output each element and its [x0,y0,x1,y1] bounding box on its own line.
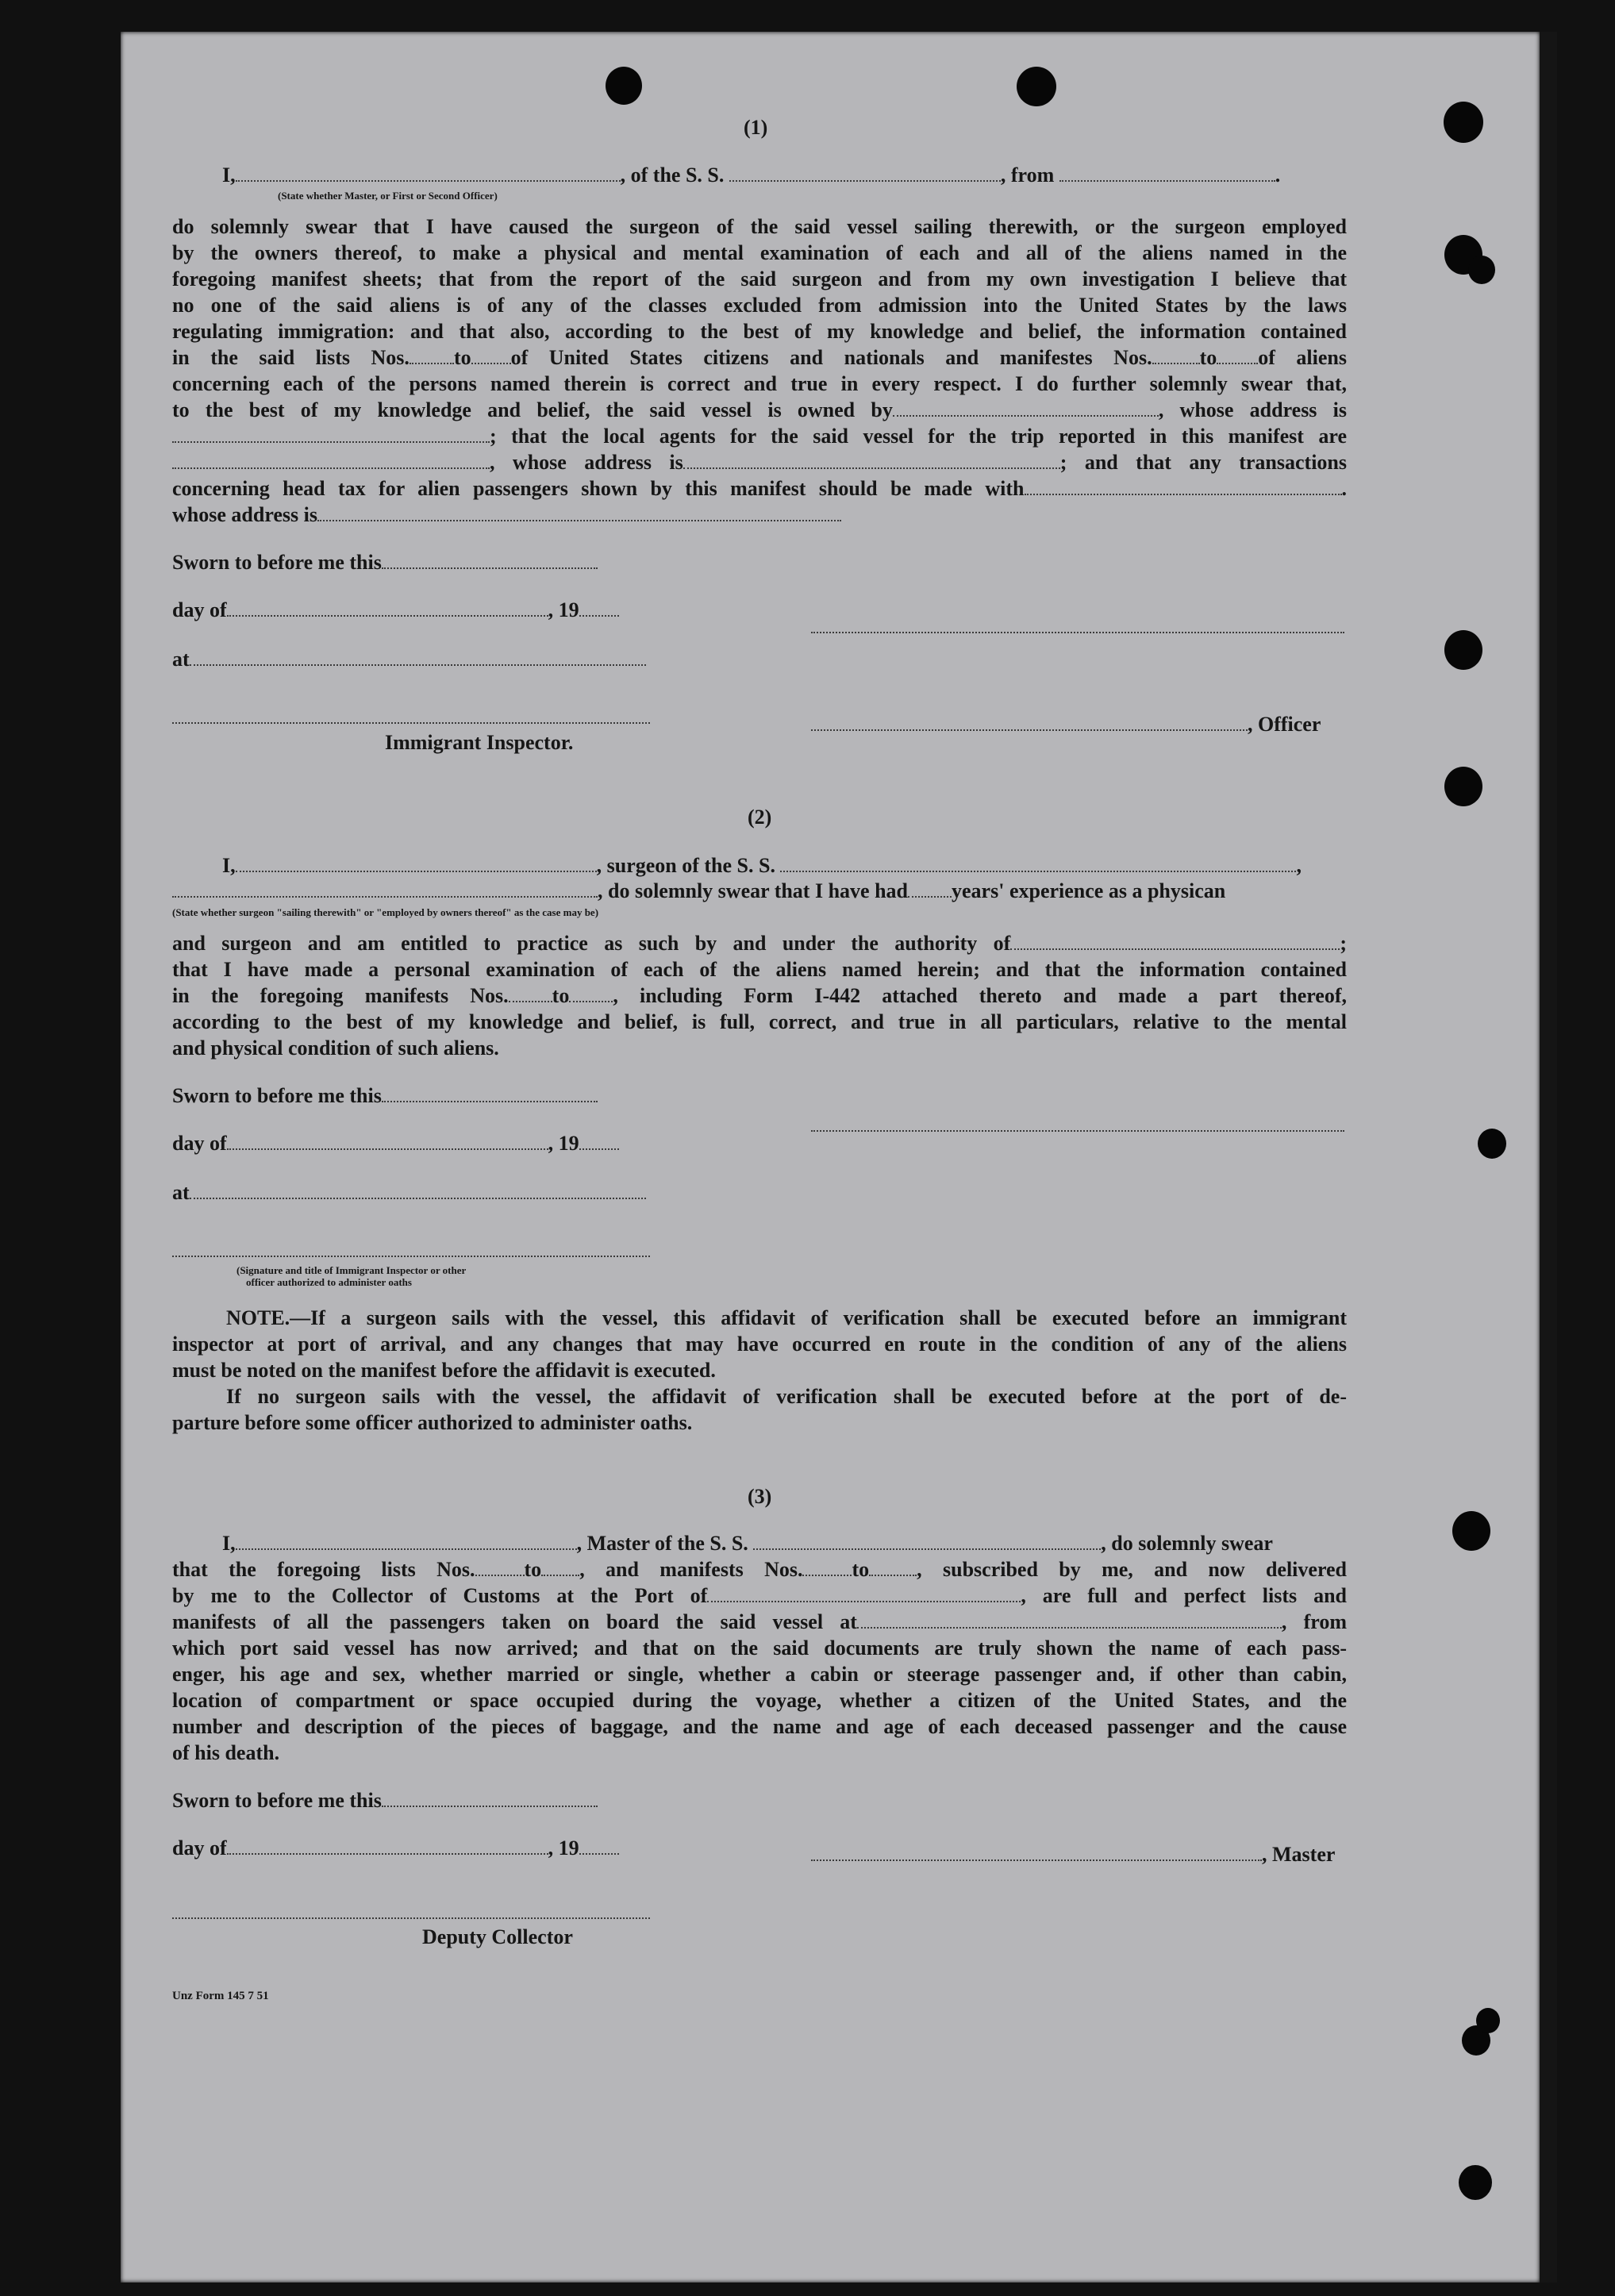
body-line: do solemnly swear that I have caused the surgeon of the said vessel sailing therewith, or the surgeon employed [172,215,1347,238]
punch-hole-right-7b [1476,2008,1500,2033]
day-of-line: day of , 19 [172,1133,619,1154]
punch-hole-right-1 [1444,102,1483,143]
day-of-line: day of , 19 [172,600,619,621]
body-line: by me to the Collector of Customs at the Port of , are full and perfect lists and [172,1584,1348,1607]
at-line: at [172,649,646,670]
body-line: number and description of the pieces of baggage, and the name and age of each deceased passenger and the cause [172,1715,1347,1738]
section-number: (3) [748,1485,772,1508]
oath-line: , do solemnly swear that I have had years' experience as a physican [172,881,1225,902]
sworn-line: Sworn to before me this [172,1790,598,1811]
oath-line: I, , surgeon of the S. S. , [222,854,1302,877]
note-line: must be noted on the manifest before the affidavit is executed. [172,1359,716,1382]
inspector-label: Immigrant Inspector. [385,731,574,754]
form-sheet [121,32,1540,2283]
body-line: no one of the said aliens is of any of the classes excluded from admission into the United States by the laws [172,294,1347,317]
body-line: according to the best of my knowledge and belief, is full, correct, and true in all particulars, relative to the mental [172,1010,1347,1033]
section-number: (2) [748,806,772,829]
at-line: at [172,1183,646,1203]
field-caption: officer authorized to administer oaths [246,1276,412,1288]
collector-signature-line [172,1917,650,1919]
day-of-line: day of , 19 [172,1838,619,1859]
body-line: that I have made a personal examination of each of the aliens named herein; and that the information contained [172,958,1347,981]
body-line: ; that the local agents for the said vessel for the trip reported in this manifest are [172,426,1347,447]
oath-line: I, , Master of the S. S. , do solemnly swear [222,1532,1273,1555]
punch-hole-right-6 [1452,1511,1490,1551]
note-line: If no surgeon sails with the vessel, the affidavit of verification shall be executed before at the port of de- [226,1385,1347,1408]
officer-line: , Officer [811,714,1321,735]
field-caption: (State whether surgeon "sailing therewith" or "employed by owners thereof" as the case may be) [172,906,599,918]
body-line: in the foregoing manifests Nos. to , including Form I-442 attached thereto and made a part thereof, [172,984,1347,1007]
inspector-signature-line [172,722,650,724]
section-number: (1) [744,116,768,139]
body-line: of his death. [172,1741,280,1764]
sworn-line: Sworn to before me this [172,1086,598,1106]
punch-hole-right-5 [1478,1129,1506,1159]
scan-edge [1540,32,1557,2283]
body-line: that the foregoing lists Nos. to , and manifests Nos. to , subscribed by me, and now delivered [172,1558,1348,1581]
signature-line [811,632,1344,633]
signature-line [811,1130,1344,1132]
punch-hole-right-2b [1468,256,1495,284]
body-line: whose address is [172,505,841,525]
body-line: to the best of my knowledge and belief, the said vessel is owned by , whose address is [172,398,1347,421]
sworn-line: Sworn to before me this [172,552,598,573]
punch-hole-right-8 [1459,2165,1492,2200]
body-line: enger, his age and sex, whether married or single, whether a cabin or steerage passenger and, if other than cabin, [172,1663,1347,1686]
body-line: manifests of all the passengers taken on board the said vessel at , from [172,1610,1348,1633]
deputy-collector-label: Deputy Collector [422,1925,573,1948]
punch-hole-right-3 [1444,630,1482,670]
note-line: inspector at port of arrival, and any changes that may have occurred en route in the condition of any of the aliens [172,1333,1347,1356]
body-line: foregoing manifest sheets; that from the report of the said surgeon and from my own investigation I believe that [172,267,1347,290]
master-line: , Master [811,1844,1335,1865]
field-caption: (State whether Master, or First or Second Officer) [278,190,498,202]
body-line: concerning head tax for alien passengers shown by this manifest should be made with . [172,477,1347,500]
note-line: NOTE.—If a surgeon sails with the vessel, this affidavit of verification shall be executed before an immigrant [226,1306,1347,1329]
punch-hole-top-center [1017,67,1056,106]
field-caption: (Signature and title of Immigrant Inspector or other [236,1264,467,1276]
punch-hole-right-4 [1444,767,1482,806]
body-line: concerning each of the persons named therein is correct and true in every respect. I do further solemnly swear that, [172,372,1347,395]
body-line: by the owners thereof, to make a physical and mental examination of each and all of the aliens named in the [172,241,1347,264]
body-line: location of compartment or space occupied during the voyage, whether a citizen of the United States, and the [172,1689,1347,1712]
oath-line: I, , of the S. S. , from . [222,163,1281,187]
body-line: and surgeon and am entitled to practice as such by and under the authority of ; [172,932,1347,955]
body-line: , whose address is ; and that any transactions [172,452,1347,473]
inspector-signature-line [172,1256,650,1257]
punch-hole-top-left [606,67,642,105]
body-line: and physical condition of such aliens. [172,1036,499,1060]
body-line: which port said vessel has now arrived; and that on the said documents are truly shown the name of each pass- [172,1636,1347,1660]
body-line: regulating immigration: and that also, according to the best of my knowledge and belief, the information contained [172,320,1347,343]
note-line: parture before some officer authorized to administer oaths. [172,1411,693,1434]
form-number: Unz Form 145 7 51 [172,1990,269,2002]
body-line: in the said lists Nos. to of United States citizens and nationals and manifestes Nos. to of aliens [172,346,1347,369]
